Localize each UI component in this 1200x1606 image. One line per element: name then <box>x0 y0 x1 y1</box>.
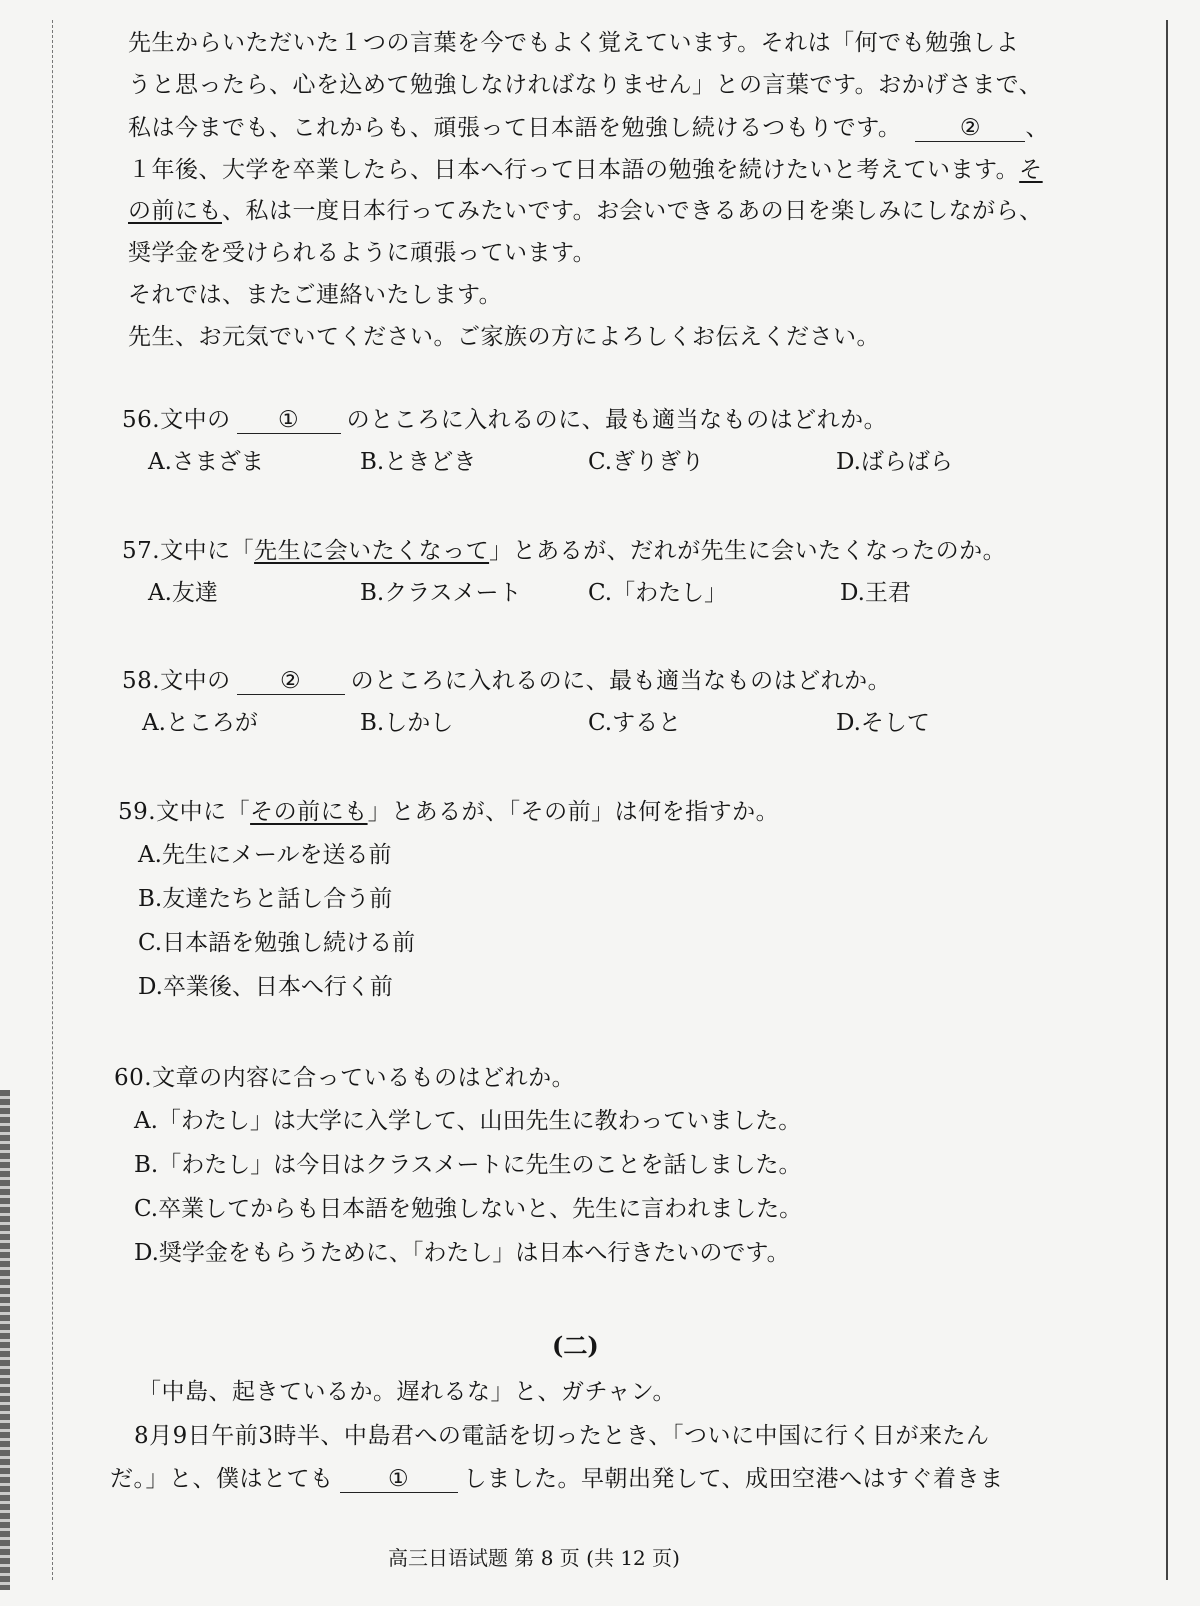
page-footer: 高三日语试题 第 8 页 (共 12 页) <box>388 1546 680 1570</box>
passage-line-4 <box>128 155 1043 185</box>
passage-line-5-text: 、私は一度日本行ってみたいです。お会いできるあの日を楽しみにしながら、 <box>222 198 1043 224</box>
question-57-option-a: A.友達 <box>148 580 218 606</box>
passage-line-1: 先生からいただいた１つの言葉を今でもよく覚えています。それは「何でも勉強しよ <box>128 30 1020 56</box>
passage-blank-2: ② <box>915 115 1025 142</box>
section2-line-2: 8月9日午前3時半、中島君への電話を切ったとき、「ついに中国に行く日が来たん <box>134 1423 990 1449</box>
section2-line-1: 「中島、起きているか。遅れるな」と、ガチャン。 <box>138 1379 676 1405</box>
question-56-option-b: B.ときどき <box>360 449 477 475</box>
question-58-suffix: のところに入れるのに、最も適当なものはどれか。 <box>350 668 892 694</box>
question-58-option-d: D.そして <box>836 710 930 736</box>
question-56-suffix: のところに入れるのに、最も適当なものはどれか。 <box>346 407 888 433</box>
question-57-prefix: 57.文中に「 <box>122 538 255 564</box>
scan-right-rule <box>1166 20 1168 1580</box>
passage-line-3-text: 私は今までも、これからも、頑張って日本語を勉強し続けるつもりです。 <box>128 115 902 141</box>
passage-line-2: うと思ったら、心を込めて勉強しなければなりません」との言葉です。おかげさまで、 <box>128 72 1043 98</box>
question-58-option-a: A.ところが <box>142 710 258 736</box>
question-57-suffix: 」とあるが、だれが先生に会いたくなったのか。 <box>489 538 1007 564</box>
question-59 <box>118 797 779 827</box>
question-60-option-d: D.奨学金をもらうために、「わたし」は日本へ行きたいのです。 <box>134 1240 790 1266</box>
question-58-blank: ② <box>237 668 345 695</box>
passage-line-3 <box>128 113 1049 143</box>
question-58-option-c: C.すると <box>588 710 682 736</box>
question-57-option-c: C.「わたし」 <box>588 580 728 606</box>
passage-line-5 <box>128 196 1043 226</box>
question-59-option-a: A.先生にメールを送る前 <box>138 842 392 868</box>
section2-blank-1: ① <box>340 1466 458 1493</box>
passage-underlined-sonomaenimo: の前にも <box>128 198 222 224</box>
passage-line-4-tail: そ <box>1019 157 1043 183</box>
question-58-option-b: B.しかし <box>360 710 454 736</box>
question-59-underlined: その前にも <box>250 799 368 825</box>
question-59-option-c: C.日本語を勉強し続ける前 <box>138 930 416 956</box>
section2-line-3 <box>110 1464 1004 1494</box>
question-56 <box>122 405 887 435</box>
question-57-underlined: 先生に会いたくなって <box>254 538 490 564</box>
section-heading: (二) <box>552 1331 599 1360</box>
scan-left-rule <box>52 20 54 1580</box>
question-58 <box>122 666 891 696</box>
question-56-option-d: D.ばらばら <box>836 449 953 475</box>
question-59-option-b: B.友達たちと話し合う前 <box>138 886 393 912</box>
passage-line-8: 先生、お元気でいてください。ご家族の方によろしくお伝えください。 <box>128 324 880 350</box>
section2-line-3-prefix: だ。」と、僕はとても <box>110 1466 334 1492</box>
question-59-option-d: D.卒業後、日本へ行く前 <box>138 974 393 1000</box>
question-60-option-c: C.卒業してからも日本語を勉強しないと、先生に言われました。 <box>134 1196 803 1222</box>
question-57-option-b: B.クラスメート <box>360 580 522 606</box>
question-57-option-d: D.王君 <box>840 580 911 606</box>
question-56-prefix: 56.文中の <box>122 407 231 433</box>
question-57 <box>122 536 1006 566</box>
passage-line-4-text: １年後、大学を卒業したら、日本へ行って日本語の勉強を続けたいと考えています。 <box>128 157 1020 183</box>
scan-left-edge <box>0 1090 10 1590</box>
question-56-blank: ① <box>237 407 341 434</box>
question-56-option-a: A.さまざま <box>148 449 264 475</box>
question-60-option-b: B.「わたし」は今日はクラスメートに先生のことを話しました。 <box>134 1152 802 1178</box>
question-59-suffix: 」とあるが、「その前」は何を指すか。 <box>367 799 780 825</box>
passage-line-7: それでは、またご連絡いたします。 <box>128 282 503 308</box>
question-59-prefix: 59.文中に「 <box>118 799 251 825</box>
passage-line-6: 奨学金を受けられるように頑張っています。 <box>128 240 597 266</box>
passage-line-3-end: 、 <box>1025 115 1049 141</box>
question-56-option-c: C.ぎりぎり <box>588 449 705 475</box>
question-60-option-a: A.「わたし」は大学に入学して、山田先生に教わっていました。 <box>134 1108 802 1134</box>
question-58-prefix: 58.文中の <box>122 668 231 694</box>
section2-line-3-suffix: しました。早朝出発して、成田空港へはすぐ着きま <box>463 1466 1004 1492</box>
question-60: 60.文章の内容に合っているものはどれか。 <box>114 1065 576 1091</box>
